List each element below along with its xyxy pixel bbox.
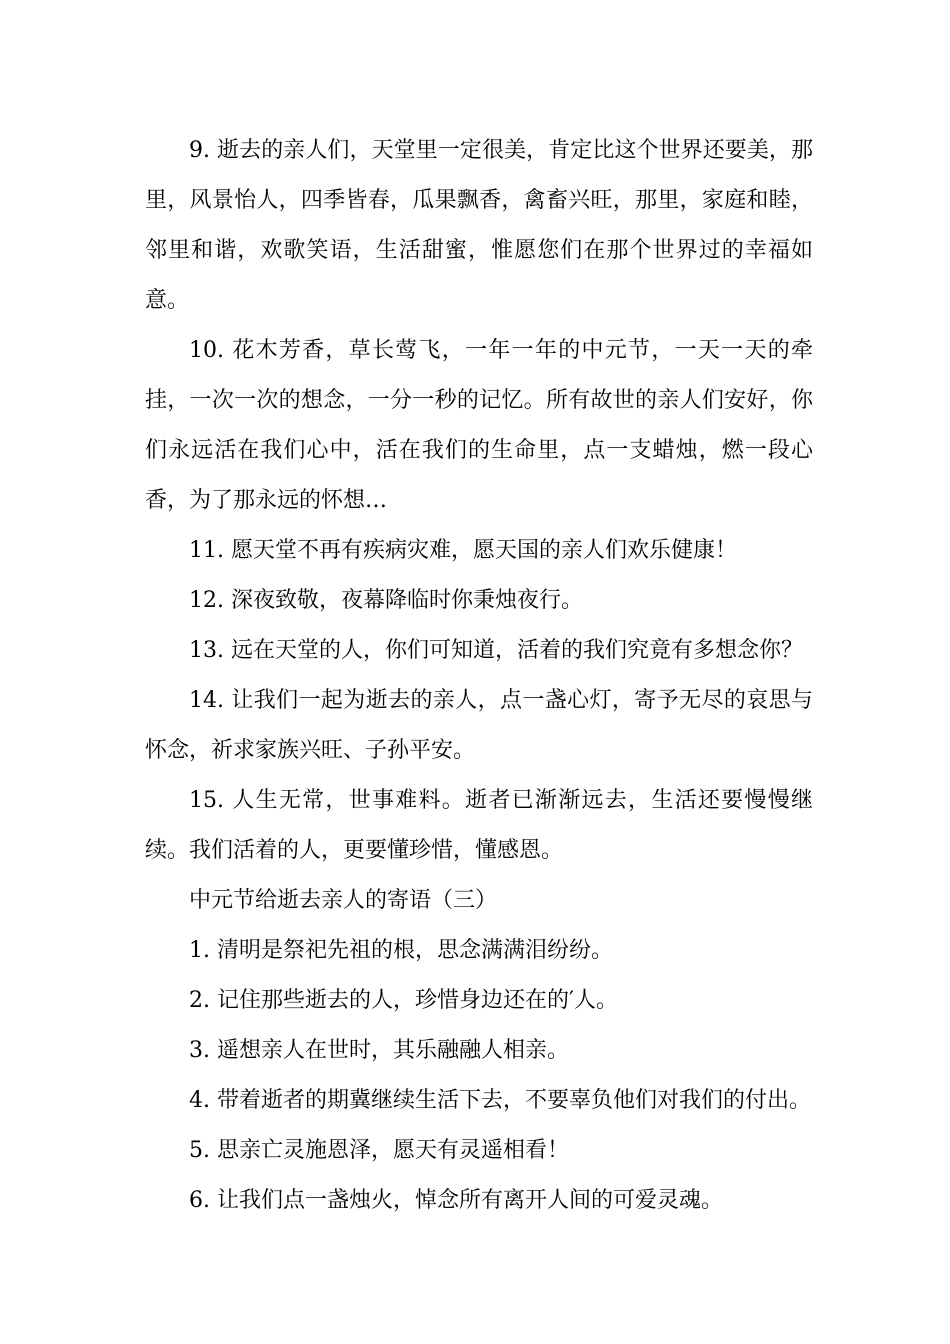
paragraph-15: 15. 人生无常，世事难料。逝者已渐渐远去，生活还要慢慢继续。我们活着的人，更要懂珍惜，懂感恩。 bbox=[145, 788, 813, 863]
list-item-4: 4. 带着逝者的期冀继续生活下去，不要辜负他们对我们的付出。 bbox=[189, 1088, 811, 1113]
document-body bbox=[145, 126, 813, 1226]
list-item-5: 5. 思亲亡灵施恩泽，愿天有灵遥相看！ bbox=[189, 1138, 569, 1163]
paragraph-12: 12. 深夜致敬，夜幕降临时你秉烛夜行。 bbox=[189, 588, 583, 613]
paragraph-10: 10. 花木芳香，草长莺飞，一年一年的中元节，一天一天的牵挂，一次一次的想念，一分一秒的记忆。所有故世的亲人们安好，你们永远活在我们心中，活在我们的生命里，点一支蜡烛，燃一段心香，为了那永远的怀想… bbox=[145, 338, 813, 513]
paragraph-14: 14. 让我们一起为逝去的亲人，点一盏心灯，寄予无尽的哀思与怀念，祈求家族兴旺、子孙平安。 bbox=[145, 688, 813, 763]
section-heading: 中元节给逝去亲人的寄语（三） bbox=[189, 888, 498, 913]
list-item-1: 1. 清明是祭祀先祖的根，思念满满泪纷纷。 bbox=[189, 938, 613, 963]
paragraph-9: 9. 逝去的亲人们，天堂里一定很美，肯定比这个世界还要美，那里，风景怡人，四季皆春，瓜果飘香，禽畜兴旺，那里，家庭和睦，邻里和谐，欢歌笑语，生活甜蜜，惟愿您们在那个世界过的幸福如意。 bbox=[145, 138, 813, 313]
list-item-3: 3. 遥想亲人在世时，其乐融融人相亲。 bbox=[189, 1038, 569, 1063]
paragraph-13: 13. 远在天堂的人，你们可知道，活着的我们究竟有多想念你？ bbox=[189, 638, 803, 663]
paragraph-11: 11. 愿天堂不再有疾病灾难，愿天国的亲人们欢乐健康！ bbox=[189, 538, 737, 563]
list-item-6: 6. 让我们点一盏烛火，悼念所有离开人间的可爱灵魂。 bbox=[189, 1188, 723, 1213]
list-item-2: 2. 记住那些逝去的人，珍惜身边还在的′人。 bbox=[189, 988, 618, 1013]
